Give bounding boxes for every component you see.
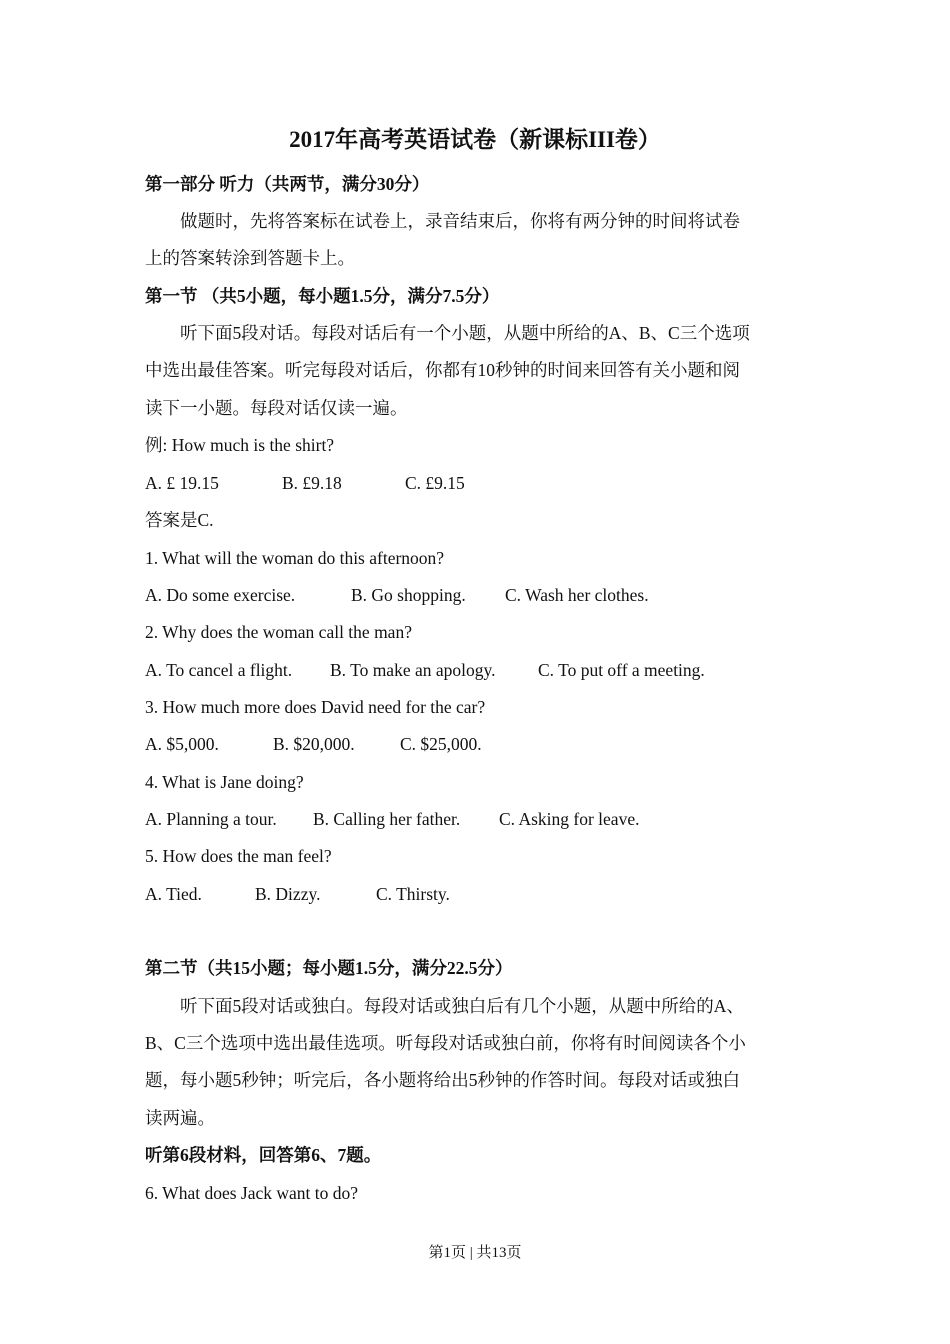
option: C. $25,000. [400, 734, 482, 754]
section2-instruction-line: 读两遍。 [145, 1108, 215, 1128]
option: B. To make an apology. [330, 660, 496, 680]
section2-instruction-line: 题，每小题5秒钟；听完后，各小题将给出5秒钟的作答时间。每段对话或独白 [145, 1070, 740, 1090]
question-options [145, 881, 450, 907]
part1-instruction-line: 上的答案转涂到答题卡上。 [145, 248, 355, 268]
section1-instruction-line: 读下一小题。每段对话仅读一遍。 [145, 398, 408, 418]
question-text: 6. What does Jack want to do? [145, 1183, 359, 1203]
option: A. £ 19.15 [145, 473, 219, 493]
option: A. Do some exercise. [145, 585, 296, 605]
option: B. £9.18 [282, 473, 342, 493]
option: B. Go shopping. [351, 585, 466, 605]
page-footer: 第1页 | 共13页 [428, 1245, 522, 1261]
question-options [145, 582, 649, 608]
question-text: 3. How much more does David need for the car? [145, 697, 486, 717]
page-title: 2017年高考英语试卷（新课标III卷） [289, 127, 661, 152]
option: A. To cancel a flight. [145, 660, 293, 680]
option: C. To put off a meeting. [538, 660, 705, 680]
question-options [145, 657, 705, 683]
example-question: 例: How much is the shirt? [145, 435, 335, 455]
section1-instruction-line: 中选出最佳答案。听完每段对话后，你都有10秒钟的时间来回答有关小题和阅 [145, 360, 740, 380]
section2-instruction-line: B、C三个选项中选出最佳选项。听每段对话或独白前，你将有时间阅读各个小 [145, 1033, 746, 1053]
section1-heading: 第一节 （共5小题，每小题1.5分，满分7.5分） [145, 286, 500, 306]
question-text: 1. What will the woman do this afternoon? [145, 548, 445, 568]
question-text: 2. Why does the woman call the man? [145, 622, 412, 642]
option: A. Planning a tour. [145, 809, 277, 829]
section1-instruction-line: 听下面5段对话。每段对话后有一个小题，从题中所给的A、B、C三个选项 [180, 323, 750, 343]
section2-instruction-line: 听下面5段对话或独白。每段对话或独白后有几个小题，从题中所给的A、 [180, 996, 744, 1016]
example-options [145, 470, 465, 496]
part1-instruction-line: 做题时，先将答案标在试卷上，录音结束后，你将有两分钟的时间将试卷 [180, 211, 740, 231]
option: B. Calling her father. [313, 809, 461, 829]
option: C. Thirsty. [376, 884, 450, 904]
question-text: 4. What is Jane doing? [145, 772, 304, 792]
question-options [145, 731, 482, 757]
option: C. £9.15 [405, 473, 465, 493]
section2-heading: 第二节（共15小题；每小题1.5分，满分22.5分） [145, 958, 513, 978]
option: B. $20,000. [273, 734, 355, 754]
question-text: 5. How does the man feel? [145, 846, 332, 866]
option: A. Tied. [145, 884, 202, 904]
material-heading: 听第6段材料，回答第6、7题。 [145, 1145, 382, 1165]
question-options [145, 806, 639, 832]
option: C. Wash her clothes. [505, 585, 649, 605]
example-answer: 答案是C. [145, 510, 214, 530]
option: C. Asking for leave. [499, 809, 640, 829]
option: A. $5,000. [145, 734, 219, 754]
option: B. Dizzy. [255, 884, 321, 904]
part1-heading: 第一部分 听力（共两节，满分30分） [145, 174, 430, 194]
